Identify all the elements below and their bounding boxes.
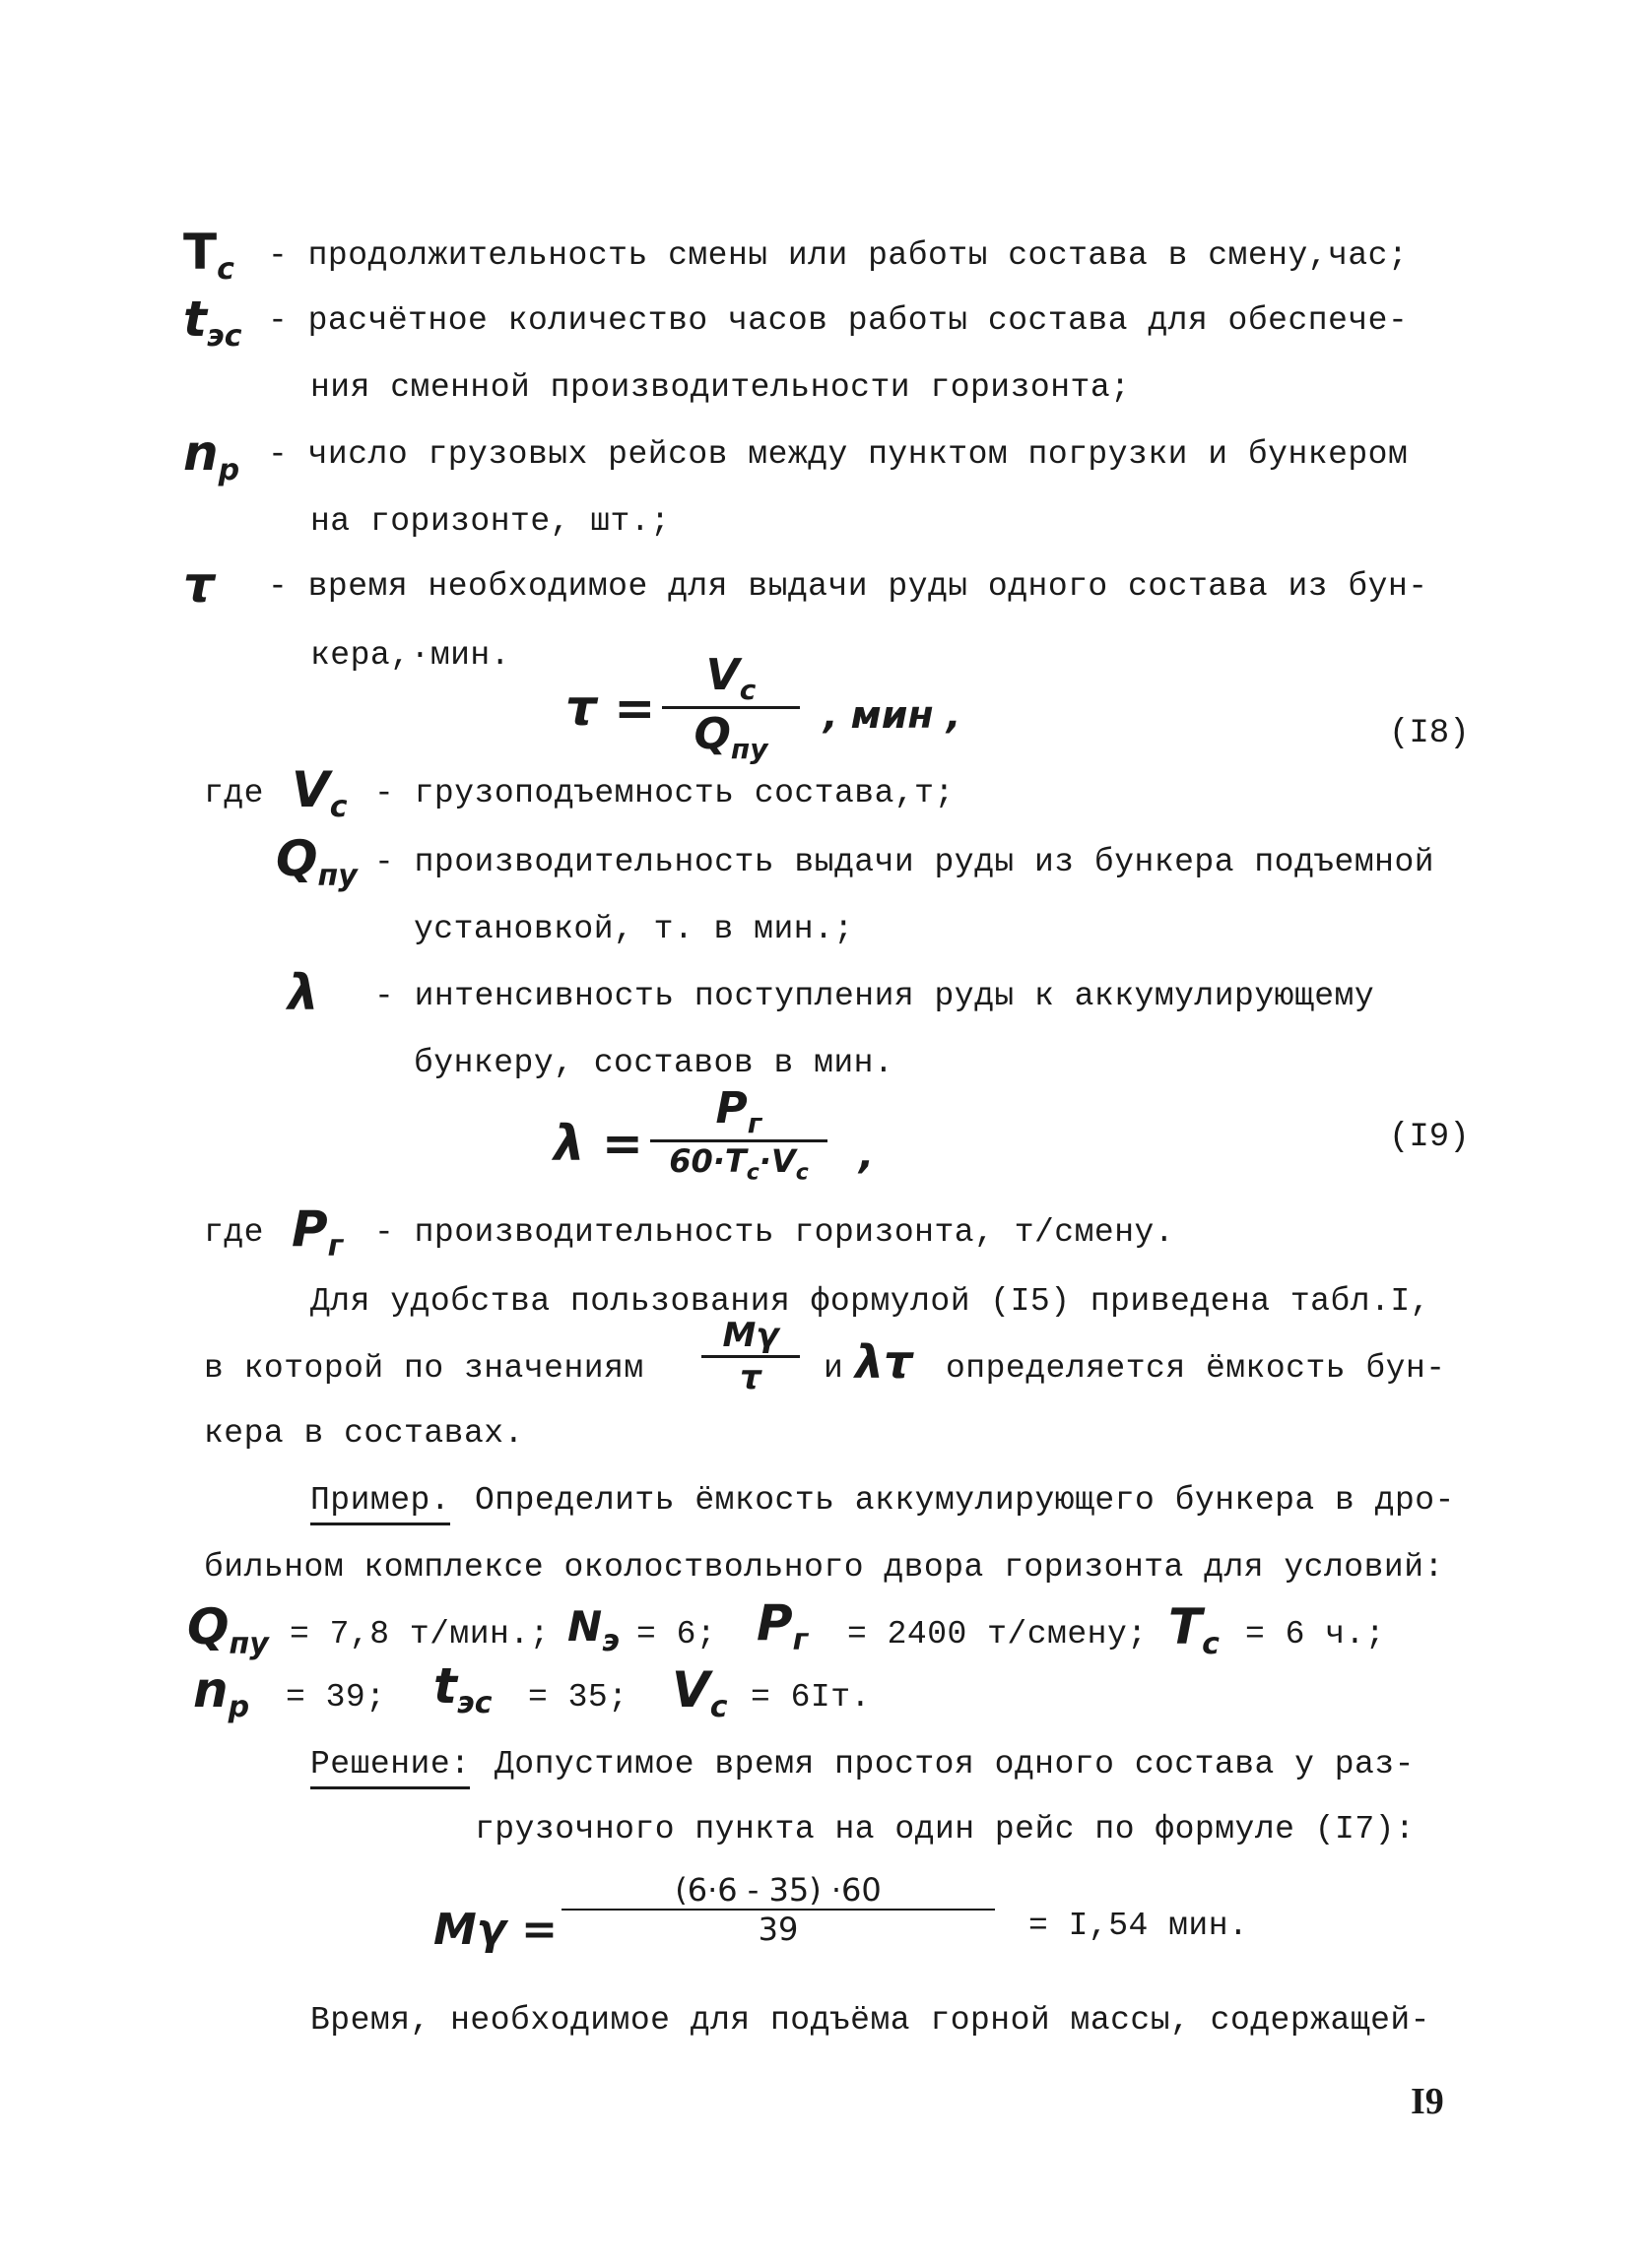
def-tau-text: - время необходимое для выдачи руды одного состава из бун- bbox=[268, 568, 1428, 605]
def-q-cont: установкой, т. в мин.; bbox=[414, 911, 854, 947]
solution-num: (6·6 - 35) ·60 bbox=[675, 1871, 882, 1909]
page-number: I9 bbox=[1411, 2081, 1444, 2122]
formula18-lhs: τ = bbox=[565, 680, 656, 737]
formula19-den: 60·T bbox=[669, 1141, 747, 1180]
formula18-fraction: $V_c$ $Q_{пу}$ bbox=[662, 650, 800, 765]
para1-fraction bbox=[701, 1316, 800, 1397]
where1-prefix: где bbox=[204, 775, 264, 811]
solution-lhs: Mγ = bbox=[433, 1905, 558, 1955]
para1-line2-c: определяется ёмкость бун- bbox=[946, 1350, 1446, 1387]
where2-text: - производительность горизонта, т/смену. bbox=[374, 1214, 1175, 1251]
def-lambda-cont: бункеру, составов в мин. bbox=[414, 1045, 894, 1081]
def-tes-text: - расчётное количество часов работы состава для обеспече- bbox=[268, 302, 1409, 339]
formula18-number: (I8) bbox=[1389, 715, 1470, 752]
solution-line2: грузочного пункта на один рейс по формуле (I7): bbox=[475, 1811, 1416, 1847]
symbol-vc: $V_c$ bbox=[292, 761, 348, 824]
cond-pr-value: = 2400 т/смену; bbox=[847, 1616, 1148, 1652]
solution-den: 39 bbox=[758, 1911, 799, 1948]
cond-vc-symbol: $V_c$ bbox=[672, 1661, 728, 1724]
def-tes-cont: ния сменной производительности горизонта; bbox=[310, 369, 1131, 406]
example-line1: Определить ёмкость аккумулирующего бункера в дро- bbox=[475, 1482, 1455, 1519]
def-q-text: - производительность выдачи руды из бункера подъемной bbox=[374, 844, 1435, 880]
def-np-text: - число грузовых рейсов между пунктом погрузки и бункером bbox=[268, 436, 1409, 473]
cond-tc-value: = 6 ч.; bbox=[1245, 1616, 1386, 1652]
para1-lt: λτ bbox=[855, 1335, 913, 1389]
solution-line1: Допустимое время простоя одного состава у раз- bbox=[495, 1746, 1415, 1782]
cond-ne-value: = 6; bbox=[636, 1616, 717, 1652]
cond-qpu-value: = 7,8 т/мин.; bbox=[290, 1616, 550, 1652]
solution-label: Решение: bbox=[310, 1745, 470, 1784]
para1-line2-b: и bbox=[824, 1350, 844, 1387]
solution-result: = I,54 мин. bbox=[1028, 1908, 1249, 1944]
para1-line1: Для удобства пользования формулой (I5) приведена табл.I, bbox=[310, 1283, 1430, 1320]
where1-text: - грузоподъемность состава,т; bbox=[374, 775, 955, 811]
solution-fraction bbox=[562, 1871, 995, 1948]
formula18-num: V bbox=[705, 650, 740, 700]
cond-vc-value: = 6Iт. bbox=[751, 1679, 871, 1716]
symbol-tau: τ bbox=[183, 556, 215, 614]
para1-line2-a: в которой по значениям bbox=[204, 1350, 644, 1387]
symbol-np: $n_р$ bbox=[183, 424, 240, 487]
cond-tes-symbol: $t_{эс}$ bbox=[433, 1657, 493, 1720]
cond-tes-value: = 35; bbox=[528, 1679, 628, 1716]
formula19-tail: , bbox=[859, 1133, 875, 1178]
symbol-tes: $t_{эс}$ bbox=[183, 291, 242, 354]
formula19-num: P bbox=[715, 1083, 748, 1134]
def-np-cont: на горизонте, шт.; bbox=[310, 503, 671, 540]
cond-np-value: = 39; bbox=[286, 1679, 386, 1716]
para1-frac-den: τ bbox=[740, 1358, 761, 1397]
example-label: Пример. bbox=[310, 1481, 450, 1521]
formula18-tail: , мин , bbox=[824, 693, 961, 737]
formula18-den: Q bbox=[694, 708, 731, 759]
symbol-pr: $P_г$ bbox=[292, 1200, 344, 1264]
symbol-qpu: $Q_{пу}$ bbox=[276, 830, 358, 893]
def-tc-text: - продолжительность смены или работы состава в смену,час; bbox=[268, 237, 1409, 274]
cond-ne-symbol: $N_э$ bbox=[567, 1602, 620, 1658]
def-tau-cont: кера,·мин. bbox=[310, 637, 511, 674]
symbol-tc: $T_c$ bbox=[183, 224, 234, 287]
cond-qpu-symbol: $Q_{пу}$ bbox=[187, 1598, 269, 1661]
cond-np-symbol: $n_р$ bbox=[193, 1661, 250, 1724]
formula19-fraction: $P_г$ $60\cdot T_c\cdot V_c$ bbox=[650, 1083, 827, 1185]
def-lambda-text: - интенсивность поступления руды к аккумулирующему bbox=[374, 978, 1375, 1014]
cond-tc-symbol: $T_c$ bbox=[1168, 1598, 1220, 1661]
symbol-lambda: λ bbox=[288, 964, 319, 1021]
para1-line3: кера в составах. bbox=[204, 1415, 524, 1452]
where2-prefix: где bbox=[204, 1214, 264, 1251]
para1-frac-num: Mγ bbox=[722, 1316, 779, 1355]
formula19-lhs: λ = bbox=[554, 1115, 643, 1172]
last-line: Время, необходимое для подъёма горной массы, содержащей- bbox=[310, 2002, 1430, 2039]
formula19-number: (I9) bbox=[1389, 1119, 1470, 1156]
example-line2: бильном комплексе околоствольного двора горизонта для условий: bbox=[204, 1549, 1444, 1586]
cond-pr-symbol: $P_г$ bbox=[757, 1594, 809, 1657]
